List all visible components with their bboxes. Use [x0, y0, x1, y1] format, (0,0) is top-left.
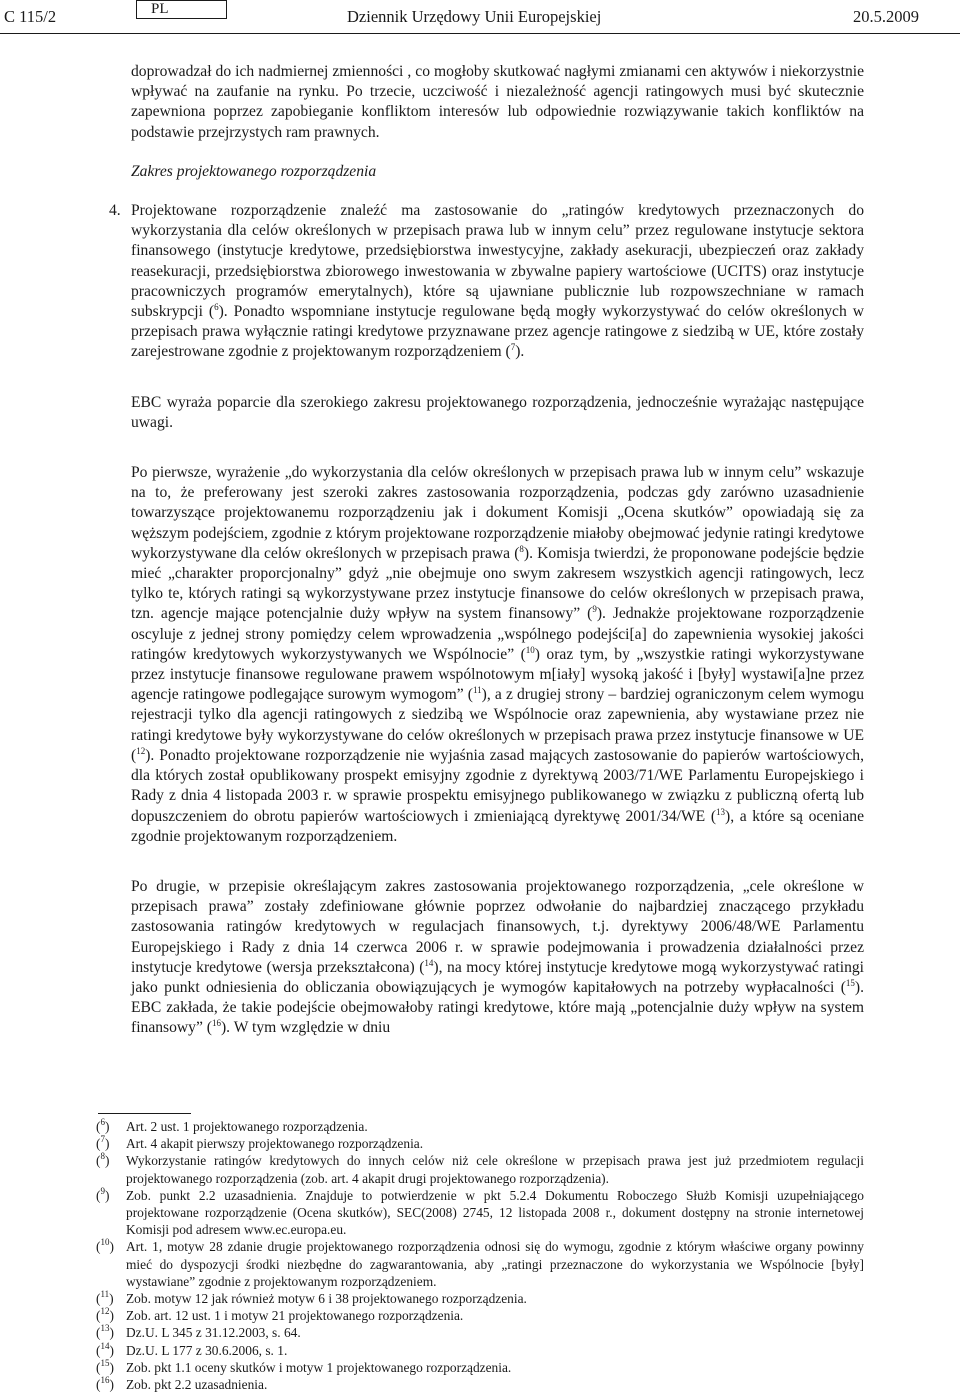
footnote-mark: 13 — [100, 1323, 110, 1334]
footnote-mark: 10 — [100, 1237, 110, 1248]
footnote-ref[interactable]: 10 — [525, 644, 535, 655]
language-badge: PL — [136, 0, 227, 19]
footnote-ref[interactable]: 13 — [716, 806, 726, 817]
footnote-ref[interactable]: 15 — [845, 977, 855, 988]
footnote: ($^{10}$) Art. 1, motyw 28 zdanie drugie projektowanego rozporządzenia odnosi się do wymogu, zgodnie z którym właściwe organy powinny mieć do dyspozycji środki niezbędne do zagwarantowania, aby „ratingi przeznaczone do wykorzystania we Wspólnocie [były] wystawiane” zgodnie z projektowanym rozporządzeniem. — [96, 1237, 864, 1289]
footnote-mark: 12 — [100, 1306, 110, 1317]
footnote-text: Dz.U. L 345 z 31.12.2003, s. 64. — [126, 1325, 301, 1341]
footnote-text: Wykorzystanie ratingów kredytowych do innych celów niż cele określone w przepisach prawa jest już przedmiotem regulacji projektowanego rozporządzenia (zob. art. 4 akapit drugi projektowanego rozporządzenia). — [126, 1153, 864, 1186]
document-body — [109, 62, 865, 1039]
footnote: ($^{15}$) Zob. pkt 1.1 oceny skutków i motyw 1 projektowanego rozporządzenia. — [96, 1357, 512, 1375]
footnote-text: Zob. pkt 1.1 oceny skutków i motyw 1 projektowanego rozporządzenia. — [126, 1359, 512, 1375]
page-reference: C 115/2 — [4, 7, 57, 26]
section-heading: Zakres projektowanego rozporządzenia — [131, 162, 377, 180]
footnote: ($^{14}$) Dz.U. L 177 z 30.6.2006, s. 1. — [96, 1340, 288, 1358]
journal-title: Dziennik Urzędowy Unii Europejskiej — [347, 7, 602, 26]
footnote-separator — [98, 1113, 191, 1114]
footnote: ($^{13}$) Dz.U. L 345 z 31.12.2003, s. 64. — [96, 1323, 301, 1341]
footnote-ref[interactable]: 14 — [424, 957, 434, 968]
footnote-mark: 11 — [100, 1289, 110, 1300]
publication-date: 20.5.2009 — [853, 7, 919, 26]
paragraph-support: EBC wyraża poparcie dla szerokiego zakresu projektowanego rozporządzenia, jednocześnie wyrażając następujące uwagi. — [131, 393, 864, 431]
footnote-ref[interactable]: 7 — [510, 342, 516, 353]
footnote-mark: 14 — [100, 1340, 110, 1351]
footnote: ($^7$) Art. 4 akapit pierwszy projektowanego rozporządzenia. — [96, 1134, 424, 1152]
footnote-ref[interactable]: 9 — [592, 604, 597, 615]
footnote-ref[interactable]: 12 — [136, 745, 146, 756]
footnote-mark: 16 — [100, 1375, 110, 1386]
footnote-text: Art. 2 ust. 1 projektowanego rozporządzenia. — [126, 1119, 368, 1134]
footnote-text: Dz.U. L 177 z 30.6.2006, s. 1. — [126, 1342, 288, 1358]
footnote-mark: 6 — [100, 1117, 105, 1127]
footnote-mark: 15 — [100, 1357, 110, 1368]
footnote-mark: 7 — [100, 1134, 105, 1145]
footnote-text: Art. 1, motyw 28 zdanie drugie projektowanego rozporządzenia odnosi się do wymogu, zgodnie z którym właściwe organy powinny mieć do dyspozycji środki niezbędne do zagwarantowania, aby „ratingi przeznaczone do wykorzystania we Wspólnocie [były] wystawiane” zgodnie z projektowanym rozporządzeniem. — [126, 1239, 864, 1289]
footnote-mark: 8 — [100, 1151, 105, 1162]
footnote-text: Zob. art. 12 ust. 1 i motyw 21 projektowanego rozporządzenia. — [126, 1308, 464, 1324]
paragraph-first: Po pierwsze, wyrażenie „do wykorzystania dla celów określonych w przepisach prawa lub w innym celu” wskazuje na to, że preferowany jest szeroki zakres zastosowania rozporządzenia, podczas gdy zarówno uzasadnienie towarzyszące projektowanemu rozporządzeniu jak i dokument Komisji „Ocena skutków” opowiadają się za węższym podejściem, zgodnie z którym projektowane rozporządzenie miałoby obejmować jedynie ratingi kredytowe wykorzystywane dla celów określonych w przepisach prawa ($^8$). Komisja twierdzi, że proponowane podejście będzie mieć „charakter proporcjonalny” gdyż „nie obejmuje ono swym zakresem wszystkich agencji ratingowych, lecz tylko te, których ratingi są wykorzystywane przez instytucje finansowe do celów określonych w przepisach prawa, tzn. agencje mające potencjalnie duży wpływ na system finansowy” ($^9$). Jednakże projektowane rozporządzenie oscyluje z jednej strony pomiędzy celem wprowadzenia „wspólnego podejści[a] do zapewnienia wysokiej jakości ratingów kredytowych wykorzystywanych we Wspólnocie” ($^{10}$) oraz tym, by „wszystkie ratingi wykorzystywane przez instytucje finansowe regulowane prawem wspólnotowym m[iały] wysoką jakość i [były] wystawi[a]ne przez agencje ratingowe podlegające surowym wymogom” ($^{11}$), a z drugiej strony – bardziej ograniczonym celem wymogu rejestracji tylko dla agencji ratingowych z siedzibą we Wspólnocie oraz zapewnienia, aby wystawiane przez nie ratingi kredytowe były wykorzystywane do celów określonych w przepisach prawa przez instytucje finansowe w UE ($^{12}$). Ponadto projektowane rozporządzenie nie wyjaśnia zasad mających zastosowanie do papierów wartościowych, dla których został opublikowany prospekt emisyjny zgodnie z dyrektywą 2003/71/WE Parlamentu Europejskiego i Rady z dnia 4 listopada 2003 r. w sprawie prospektu emisyjnego publikowanego w związku z publiczną ofertą lub dopuszczeniem do obrotu papierów wartościowych i zmieniającą dyrektywę 2001/34/WE ($^{13}$), a które są oceniane zgodnie projektowanym rozporządzeniem. — [131, 464, 865, 845]
footnote: ($^9$) Zob. punkt 2.2 uzasadnienia. Znajduje to potwierdzenie w pkt 5.2.4 Dokumentu Roboczego Służb Komisji uzupełniającego projektowane rozporządzenie (Ocena skutków), SEC(2008) 2745, 12 listopada 2008 r., dokument dostępny na stronie internetowej Komisji pod adresem www.ec.europa.eu. — [96, 1185, 864, 1238]
footnote-ref[interactable]: 16 — [211, 1018, 221, 1029]
footnotes-list — [96, 1118, 864, 1393]
paragraph-number: 4. — [109, 202, 121, 220]
footnote-text: Zob. motyw 12 jak również motyw 6 i 38 projektowanego rozporządzenia. — [126, 1291, 527, 1307]
footnote: ($^{16}$) Zob. pkt 2.2 uzasadnienia. — [96, 1375, 268, 1393]
footnote-ref[interactable]: 6 — [214, 302, 219, 313]
footnote-text: Zob. punkt 2.2 uzasadnienia. Znajduje to potwierdzenie w pkt 5.2.4 Dokumentu Roboczego Służb Komisji uzupełniającego projektowane rozporządzenie (Ocena skutków), SEC(2008) 2745, 12 listopada 2008 r., dokument dostępny na stronie internetowej Komisji pod adresem www.ec.europa.eu. — [126, 1187, 864, 1238]
footnote-text: Art. 4 akapit pierwszy projektowanego rozporządzenia. — [126, 1136, 424, 1152]
paragraph-second: Po drugie, w przepisie określającym zakres zastosowania projektowanego rozporządzenia, „cele określone w przepisach prawa” zostały zdefiniowane głównie poprzez odwołanie do najbardziej znaczącego przykładu zastosowania ratingów kredytowych w regulacjach finansowych, t.j. dyrektywy 2006/48/WE Parlamentu Europejskiego i Rady z dnia 14 czerwca 2006 r. w sprawie podejmowania i prowadzenia działalności przez instytucje kredytowe (wersja przekształcona) ($^{14}$), na mocy której instytucje kredytowe mogą wykorzystywać ratingi jako punkt odniesienia do obliczania obowiązujących je wymogów kapitałowych na potrzeby wypłacalności ($^{15}$). EBC zakłada, że takie podejście obejmowałoby ratingi kredytowe, które mają „potencjalnie duży wpływ na system finansowy” ($^{16}$). W tym względzie w dniu — [131, 877, 864, 1037]
footnote-text: Zob. pkt 2.2 uzasadnienia. — [126, 1377, 268, 1393]
page-header — [0, 0, 960, 34]
footnote: ($^6$) Art. 2 ust. 1 projektowanego rozporządzenia. — [96, 1117, 368, 1134]
footnote-mark: 9 — [100, 1185, 105, 1196]
footnote: ($^8$) Wykorzystanie ratingów kredytowych do innych celów niż cele określone w przepisach prawa jest już przedmiotem regulacji projektowanego rozporządzenia (zob. art. 4 akapit drugi projektowanego rozporządzenia). — [96, 1151, 864, 1186]
footnote-ref[interactable]: 11 — [472, 685, 482, 696]
paragraph-4: 4. Projektowane rozporządzenie znaleźć ma zastosowanie do „ratingów kredytowych przeznaczonych do wykorzystania dla celów określonych w przepisach prawa lub w innym celu” przez regulowane instytucje sektora finansowego (instytucje kredytowe, przedsiębiorstwa inwestycyjne, zakłady asekuracji, ubezpieczeń oraz zakłady reasekuracji, przedsiębiorstwa zbiorowego inwestowania w zbywalne papiery wartościowe (UCITS) oraz instytucje pracowniczych programów emerytalnych), które są ujawniane publicznie lub rozpowszechniane w ramach subskrypcji ($^6$). Ponadto wspomniane instytucje regulowane będą mogły wykorzystywać do celów określonych w przepisach prawa wyłącznie ratingi kredytowe przyznawane przez agencje ratingowe z siedzibą w UE, które zostały zarejestrowane zgodnie z projektowanym rozporządzeniem ($^7$). — [109, 202, 864, 361]
paragraph-intro: doprowadzał do ich nadmiernej zmienności , co mogłoby skutkować nagłymi zmianami cen aktywów i niekorzystnie wpływać na zaufanie na rynku. Po trzecie, uczciwość i niezależność agencji ratingowych musi być skutecznie zapewniona poprzez zapobieganie konfliktom interesów lub odpowiednie rozwiązywanie takich konfliktów na podstawie przejrzystych ram prawnych. — [131, 63, 864, 141]
footnote-ref[interactable]: 8 — [519, 543, 524, 554]
footnote: ($^{11}$) Zob. motyw 12 jak również motyw 6 i 38 projektowanego rozporządzenia. — [96, 1289, 527, 1307]
header-rule — [0, 33, 960, 34]
footnote: ($^{12}$) Zob. art. 12 ust. 1 i motyw 21 projektowanego rozporządzenia. — [96, 1306, 464, 1324]
